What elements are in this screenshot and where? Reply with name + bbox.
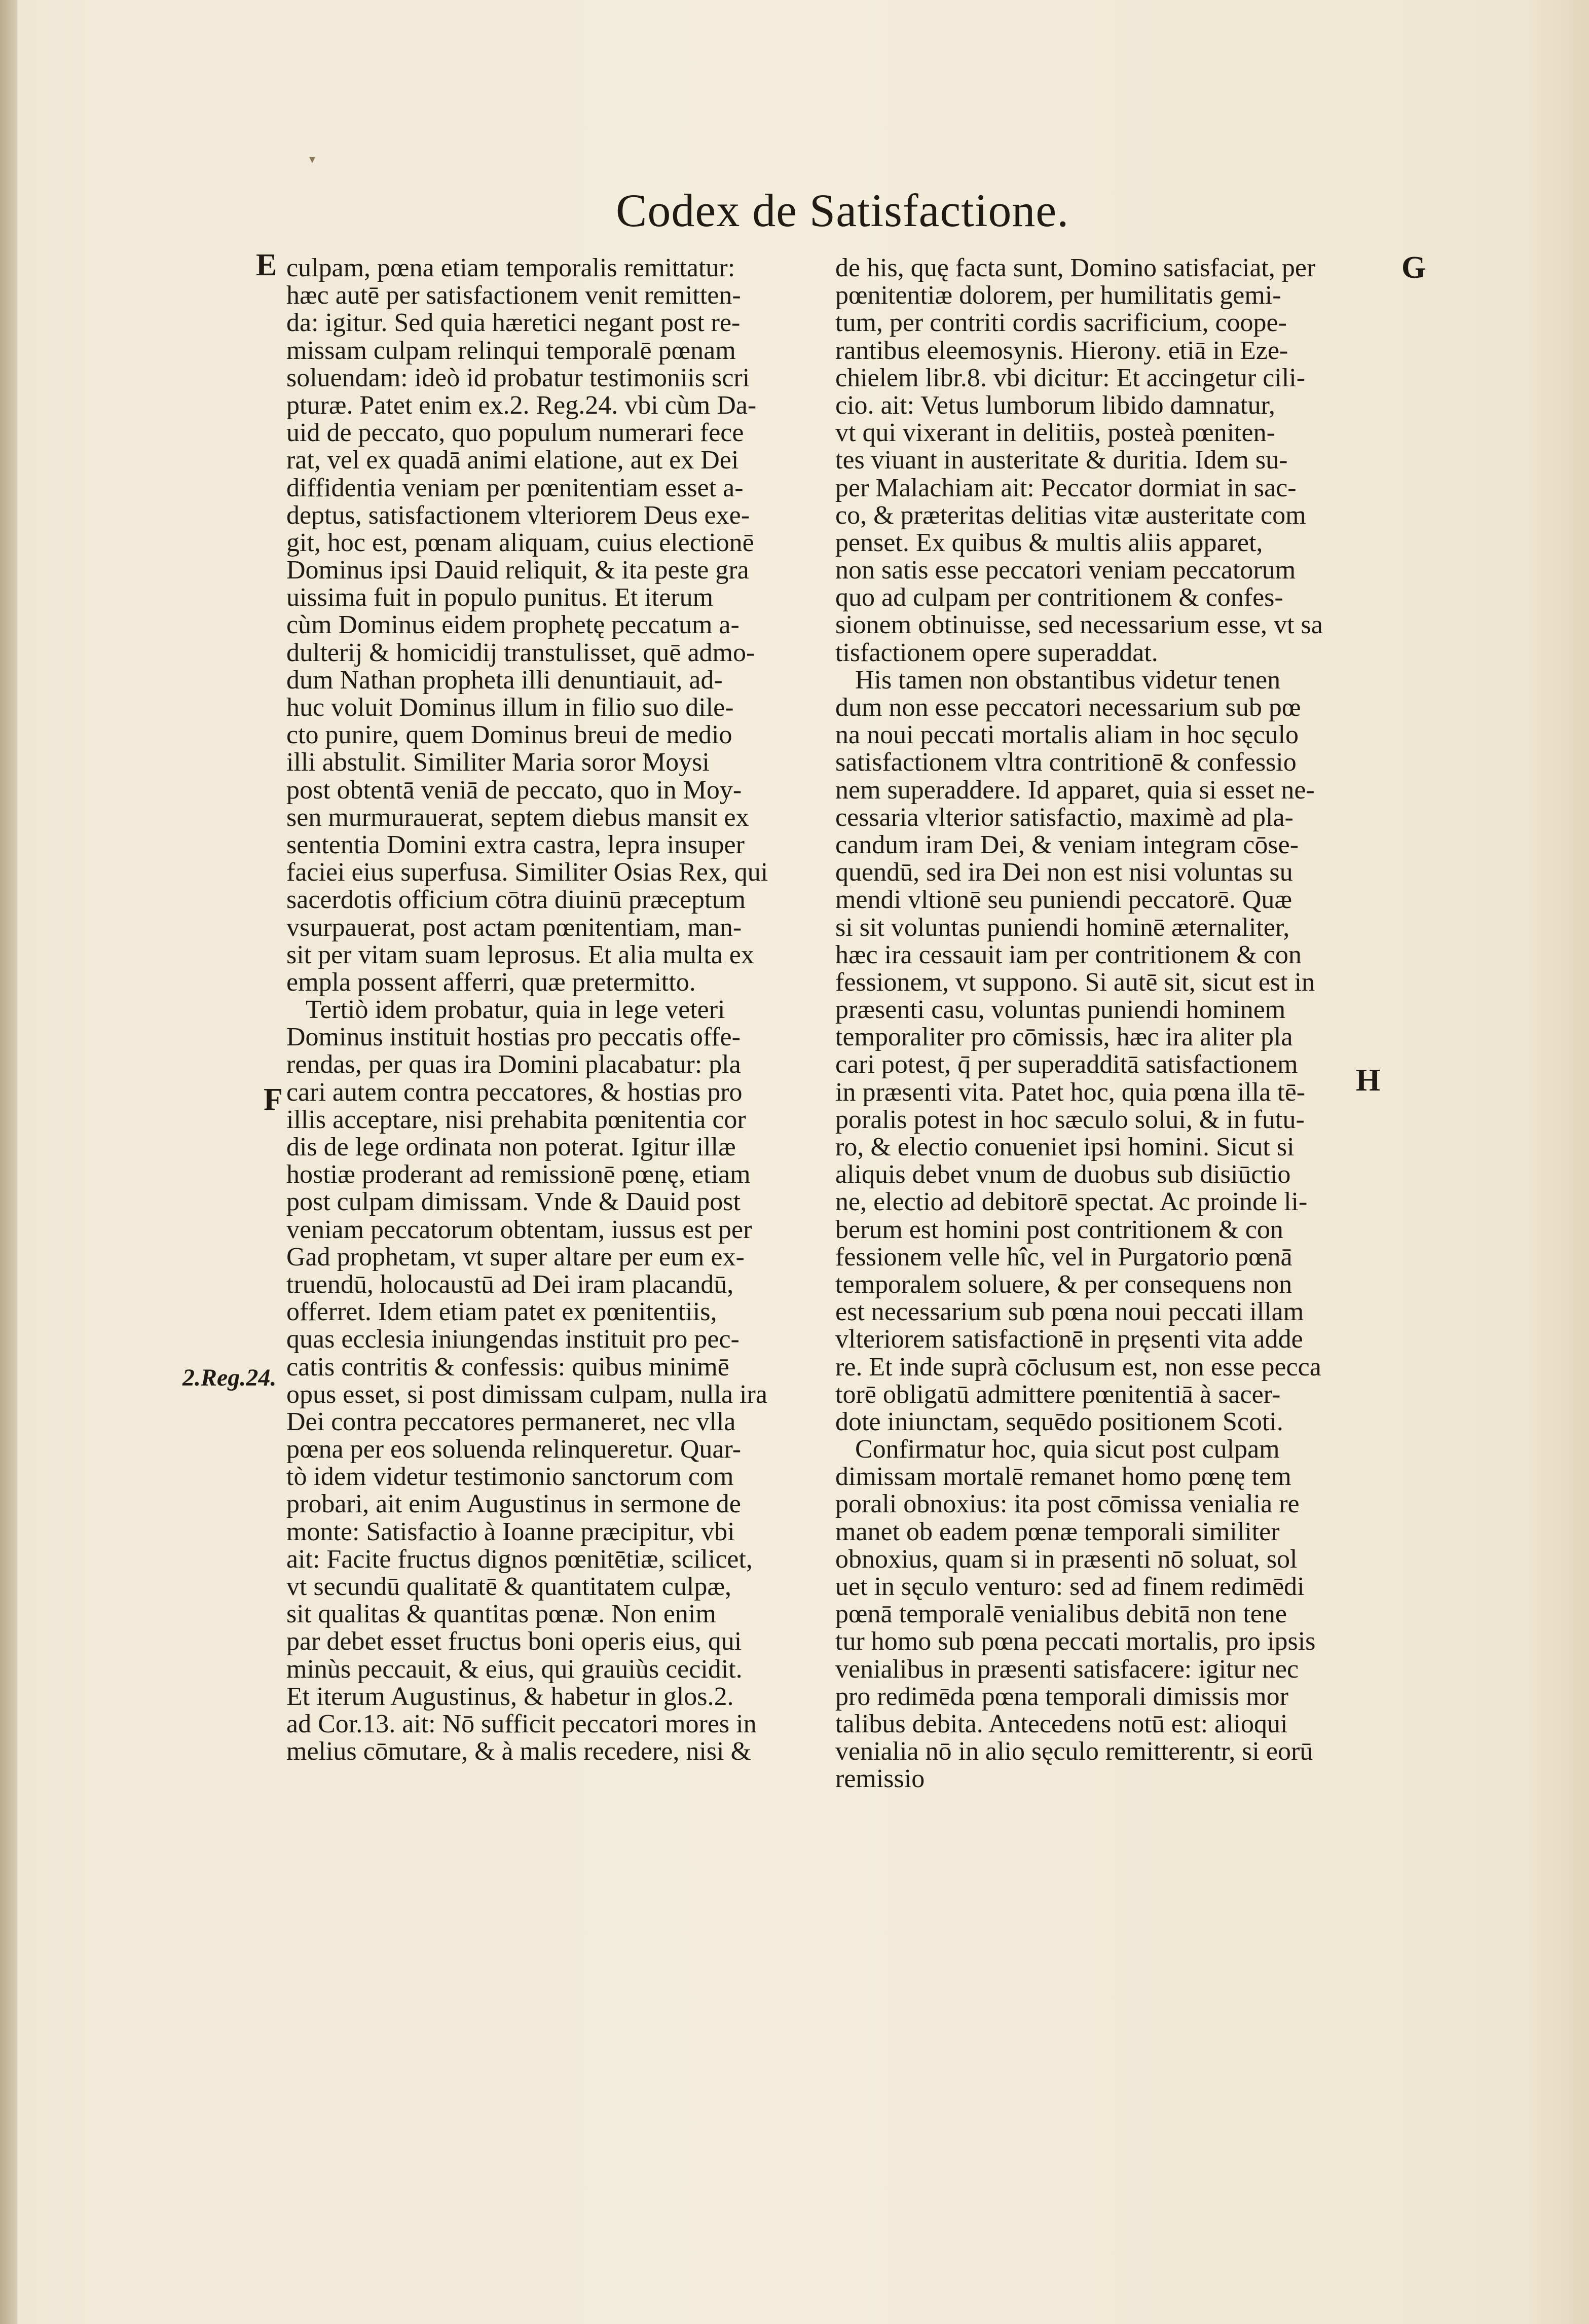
text-line: porali obnoxius: ita post cōmissa venialia re [835, 1490, 1300, 1519]
text-line: Dominus instituit hostias pro peccatis offe- [286, 1023, 741, 1052]
text-line: pœnā temporalē venialibus debitā non tene [835, 1600, 1287, 1629]
text-line: penset. Ex quibus & multis aliis apparet, [835, 528, 1263, 557]
text-line: quendū, sed ira Dei non est nisi voluntas su [835, 858, 1293, 887]
text-line: uid de peccato, quo populum numerari fece [286, 418, 744, 448]
text-line: venialia nō in alio sęculo remitterentr, si eorū [835, 1737, 1313, 1766]
text-line: remissio [835, 1764, 925, 1794]
text-line: obnoxius, quam si in præsenti nō soluat, sol [835, 1544, 1298, 1574]
text-line: nem superaddere. Id apparet, quia si esset ne- [835, 775, 1315, 805]
text-line: rat, vel ex quadā animi elatione, aut ex Dei [286, 446, 739, 475]
text-line: rendas, per quas ira Domini placabatur: pla [286, 1050, 741, 1079]
margin-letter-f: F [264, 1082, 283, 1117]
text-line: manet ob eadem pœnæ temporali similiter [835, 1517, 1280, 1546]
text-line: uissima fuit in populo punitus. Et iterum [286, 583, 714, 612]
text-line: dote iniunctam, sequēdo positionem Scoti. [835, 1407, 1283, 1436]
text-line: dum Nathan propheta illi denuntiauit, ad- [286, 665, 723, 695]
text-line: Gad prophetam, vt super altare per eum ex- [286, 1242, 745, 1272]
text-line: diffidentia veniam per pœnitentiam esset a- [286, 473, 744, 502]
text-line: sententia Domini extra castra, lepra insuper [286, 830, 745, 859]
page-binding-edge [0, 0, 17, 2324]
text-line: in præsenti vita. Patet hoc, quia pœna illa tē- [835, 1077, 1306, 1107]
text-line: vt qui vixerant in delitiis, posteà pœniten- [835, 418, 1275, 448]
text-line: sacerdotis officium cōtra diuinū præceptum [286, 885, 746, 915]
text-line: cto punire, quem Dominus breui de medio [286, 720, 732, 750]
margin-letter-e: E [256, 248, 277, 282]
text-line: fessionem, vt suppono. Si autē sit, sicut est in [835, 967, 1315, 997]
text-line: satisfactionem vltra contritionē & confessio [835, 748, 1297, 777]
text-line: non satis esse peccatori veniam peccatorum [835, 556, 1296, 585]
text-line: temporalem soluere, & per consequens non [835, 1269, 1292, 1299]
text-line: faciei eius superfusa. Similiter Osias Rex, qui [286, 858, 768, 887]
text-line: minùs peccauit, & eius, qui grauiùs cecidit. [286, 1654, 743, 1684]
text-line: illis acceptare, nisi prehabita pœnitentia cor [286, 1105, 746, 1134]
text-line: post obtentā veniā de peccato, quo in Moy- [286, 775, 742, 805]
text-line: dulterij & homicidij transtulisset, quē admo- [286, 638, 755, 667]
text-line: Et iterum Augustinus, & habetur in glos.2. [286, 1682, 734, 1711]
text-line: post culpam dimissam. Vnde & Dauid post [286, 1187, 741, 1217]
text-line: venialibus in præsenti satisfacere: igitur nec [835, 1654, 1299, 1684]
margin-letter-g: G [1401, 250, 1426, 285]
text-line: co, & præteritas delitias vitæ austeritate com [835, 500, 1306, 530]
text-line: offerret. Idem etiam patet ex pœnitentiis, [286, 1297, 717, 1327]
text-line: pœna per eos soluenda relinqueretur. Quar- [286, 1435, 742, 1464]
text-line: tisfactionem opere superaddat. [835, 638, 1158, 667]
text-line: catis contritis & confessis: quibus minimē [286, 1352, 729, 1382]
text-line: melius cōmutare, & à malis recedere, nisi & [286, 1737, 751, 1766]
text-line: culpam, pœna etiam temporalis remittatur: [286, 253, 735, 282]
text-line: sit qualitas & quantitas pœnæ. Non enim [286, 1600, 716, 1629]
text-line: uet in sęculo venturo: sed ad finem redimēdi [835, 1572, 1305, 1601]
text-line: Tertiò idem probatur, quia in lege veteri [286, 995, 725, 1025]
text-line: veniam peccatorum obtentam, iussus est per [286, 1215, 752, 1244]
text-line: truendū, holocaustū ad Dei iram placandū, [286, 1269, 734, 1299]
text-line: Dominus ipsi Dauid reliquit, & ita peste gra [286, 556, 749, 585]
text-line: ne, electio ad debitorē spectat. Ac proinde li- [835, 1187, 1308, 1217]
text-line: empla possent afferri, quæ pretermitto. [286, 967, 696, 997]
text-line: mendi vltionē seu puniendi peccatorē. Quæ [835, 885, 1292, 915]
text-line: si sit voluntas puniendi hominē æternaliter, [835, 913, 1290, 942]
text-line: deptus, satisfactionem vlteriorem Deus exe- [286, 500, 750, 530]
running-head: Codex de Satisfactione. [616, 185, 1069, 236]
text-line: soluendam: ideò id probatur testimoniis scri [286, 363, 750, 392]
text-line: probari, ait enim Augustinus in sermone de [286, 1490, 741, 1519]
text-line: candum iram Dei, & veniam integram cōse- [835, 830, 1299, 859]
text-line: opus esset, si post dimissam culpam, nulla ira [286, 1379, 767, 1409]
text-line: pturæ. Patet enim ex.2. Reg.24. vbi cùm Da- [286, 390, 757, 420]
text-line: pœnitentiæ dolorem, per humilitatis gemi- [835, 281, 1281, 310]
text-line: ait: Facite fructus dignos pœnitētiæ, scilicet, [286, 1544, 753, 1574]
text-line: dimissam mortalē remanet homo pœnę tem [835, 1462, 1291, 1492]
text-line: tur homo sub pœna peccati mortalis, pro ipsis [835, 1627, 1316, 1656]
text-line: chielem libr.8. vbi dicitur: Et accingetur cili- [835, 363, 1306, 392]
text-line: Confirmatur hoc, quia sicut post culpam [835, 1435, 1280, 1464]
text-line: est necessarium sub pœna noui peccati illam [835, 1297, 1304, 1327]
text-line: sit per vitam suam leprosus. Et alia multa ex [286, 940, 754, 969]
text-line: poralis potest in hoc sæculo solui, & in futu- [835, 1105, 1305, 1134]
text-line: vsurpauerat, post actam pœnitentiam, man- [286, 913, 742, 942]
text-line: re. Et inde suprà cōclusum est, non esse pecca [835, 1352, 1321, 1382]
text-line: cùm Dominus eidem prophetę peccatum a- [286, 610, 740, 640]
text-line: per Malachiam ait: Peccator dormiat in sac- [835, 473, 1297, 502]
text-line: par debet esset fructus boni operis eius, qui [286, 1627, 742, 1656]
margin-reference-note: 2.Reg.24. [182, 1364, 277, 1391]
text-line: na noui peccati mortalis aliam in hoc sęculo [835, 720, 1299, 750]
text-line: huc voluit Dominus illum in filio suo dile- [286, 693, 734, 722]
text-line: vt secundū qualitatē & quantitatem culpæ, [286, 1572, 732, 1601]
ink-mark: ▾ [309, 153, 316, 166]
text-line: His tamen non obstantibus videtur tenen [835, 665, 1281, 695]
text-line: vlteriorem satisfactionē in pręsenti vita adde [835, 1325, 1303, 1354]
text-line: dum non esse peccatori necessarium sub pœ [835, 693, 1301, 722]
text-line: cari autem contra peccatores, & hostias pro [286, 1077, 743, 1107]
text-line: cio. ait: Vetus lumborum libido damnatur, [835, 390, 1275, 420]
text-line: de his, quę facta sunt, Domino satisfaciat, per [835, 253, 1316, 282]
text-line: cessaria vlterior satisfactio, maximè ad pla- [835, 803, 1294, 832]
text-line: quas ecclesia iniungendas instituit pro pec- [286, 1325, 740, 1354]
right-text-column [835, 255, 1388, 1793]
text-line: tò idem videtur testimonio sanctorum com [286, 1462, 734, 1492]
text-line: missam culpam relinqui temporalē pœnam [286, 336, 736, 365]
left-text-column [286, 255, 839, 1765]
text-line: sionem obtinuisse, sed necessarium esse, vt sa [835, 610, 1323, 640]
text-line: illi abstulit. Similiter Maria soror Moysi [286, 748, 710, 777]
text-line: aliquis debet vnum de duobus sub disiūctio [835, 1160, 1291, 1189]
text-line: git, hoc est, pœnam aliquam, cuius electionē [286, 528, 754, 557]
text-line: hostiæ proderant ad remissionē pœnę, etiam [286, 1160, 751, 1189]
text-line: rantibus eleemosynis. Hierony. etiā in Eze- [835, 336, 1288, 365]
text-line: tum, per contriti cordis sacrificium, coope- [835, 308, 1287, 338]
text-line: præsenti casu, voluntas puniendi hominem [835, 995, 1286, 1025]
text-line: Dei contra peccatores permaneret, nec vlla [286, 1407, 736, 1436]
text-line: quo ad culpam per contritionem & confes- [835, 583, 1283, 612]
text-line: ad Cor.13. ait: Nō sufficit peccatori mores in [286, 1709, 757, 1738]
text-line: hæc autē per satisfactionem venit remitten- [286, 281, 741, 310]
text-line: fessionem velle hîc, vel in Purgatorio pœnā [835, 1242, 1292, 1272]
text-line: monte: Satisfactio à Ioanne præcipitur, vbi [286, 1517, 735, 1546]
text-line: pro redimēda pœna temporali dimissis mor [835, 1682, 1288, 1711]
text-line: hæc ira cessauit iam per contritionem & con [835, 940, 1302, 969]
text-line: tes viuant in austeritate & duritia. Idem su- [835, 446, 1288, 475]
text-line: temporaliter pro cōmissis, hæc ira aliter pla [835, 1023, 1293, 1052]
margin-letter-h: H [1356, 1063, 1381, 1098]
text-line: talibus debita. Antecedens notū est: alioqui [835, 1709, 1288, 1738]
text-line: da: igitur. Sed quia hæretici negant post re- [286, 308, 741, 338]
text-line: torē obligatū admittere pœnitentiā à sacer- [835, 1379, 1281, 1409]
text-line: ro, & electio conueniet ipsi homini. Sicut si [835, 1133, 1295, 1161]
text-line: cari potest, q̄ per superadditā satisfactionem [835, 1050, 1298, 1079]
text-line: sen murmurauerat, septem diebus mansit ex [286, 803, 749, 832]
text-line: dis de lege ordinata non poterat. Igitur illæ [286, 1133, 736, 1161]
text-line: berum est homini post contritionem & con [835, 1215, 1283, 1244]
